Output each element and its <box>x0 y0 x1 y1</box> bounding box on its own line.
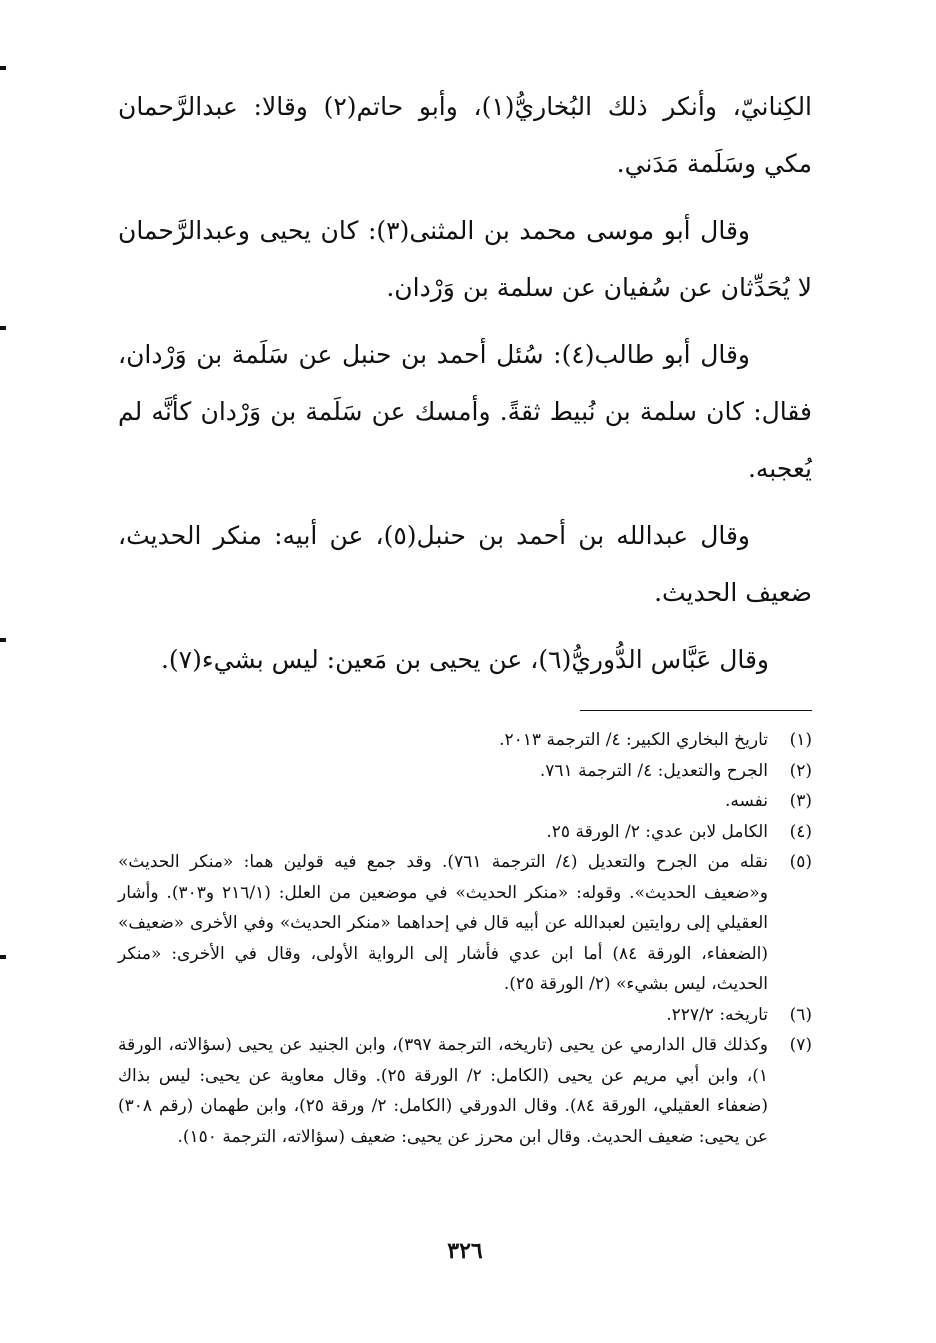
footnote-text: تاريخه: ٢٢٧/٢. <box>666 1004 768 1025</box>
footnote-text: الكامل لابن عدي: ٢/ الورقة ٢٥. <box>546 821 768 842</box>
footnote-number: (١) <box>789 730 812 750</box>
footnote-text: الجرح والتعديل: ٤/ الترجمة ٧٦١. <box>539 760 768 781</box>
scan-edge-mark <box>0 638 6 642</box>
footnote-number: (٢) <box>789 760 812 781</box>
paragraph-1: الكِنانيّ، وأنكر ذلك البُخاريُّ(١)، وأبو حاتم(٢) وقالا: عبدالرَّحمان مكي وسَلَمة مَدَني. <box>118 92 813 178</box>
footnote-2 <box>118 756 812 787</box>
footnote-text: وكذلك قال الدارمي عن يحيى (تاريخه، الترجمة ٣٩٧)، وابن الجنيد عن يحيى (سؤالاته، الورقة ١)، وابن أبي مريم عن يحيى (الكامل: ٢/ الورقة ٢٥). وقال معاوية عن يحيى: ليس بذاك (ضعفاء العقيلي، الورقة ٨٤). وقال الدورقي (الكامل: ٢/ ورقة ٢٥)، وابن طهمان (رقم ٣٠٨) عن يحيى: ضعيف الحديث. وقال ابن محرز عن يحيى: ضعيف (سؤالاته، الترجمة ١٥٠). <box>118 1035 769 1147</box>
footnote-4 <box>118 817 812 848</box>
footnote-number: (٧) <box>789 1035 812 1055</box>
footnote-text: نفسه. <box>724 791 768 811</box>
book-page <box>118 78 812 1278</box>
footnote-3 <box>118 786 812 817</box>
footnote-6 <box>118 1000 812 1031</box>
footnote-1 <box>118 725 812 756</box>
paragraph-5: وقال عَبَّاس الدُّوريُّ(٦)، عن يحيى بن مَعين: ليس بشيء(٧). <box>160 645 770 674</box>
footnote-number: (٥) <box>789 852 812 872</box>
page-number: ٣٢٦ <box>447 1238 483 1264</box>
footnote-5 <box>118 847 812 1000</box>
footnote-7 <box>118 1030 812 1152</box>
paragraph-2: وقال أبو موسى محمد بن المثنى(٣): كان يحيى وعبدالرَّحمان لا يُحَدِّثان عن سُفيان عن سلمة بن وَرْدان. <box>118 216 812 302</box>
footnote-divider <box>580 710 812 711</box>
paragraph-3: وقال أبو طالب(٤): سُئل أحمد بن حنبل عن سَلَمة بن وَرْدان، فقال: كان سلمة بن نُبيط ثقةً. وأمسك عن سَلَمة بن وَرْدان كأنَّه لم يُعجبه. <box>118 340 812 483</box>
footnotes <box>118 725 812 1152</box>
main-text <box>118 78 812 688</box>
scan-edge-mark <box>0 955 6 959</box>
paragraph-4: وقال عبدالله بن أحمد بن حنبل(٥)، عن أبيه: منكر الحديث، ضعيف الحديث. <box>118 521 812 607</box>
scan-edge-mark <box>0 66 6 70</box>
footnote-text: نقله من الجرح والتعديل (٤/ الترجمة ٧٦١). وقد جمع فيه قولين هما: «منكر الحديث» و«ضعيف الحديث». وقوله: «منكر الحديث» في موضعين من العلل: (٢١٦/١ و٣٠٣). وأشار العقيلي إلى روايتين لعبدالله عن أبيه قال في إحداهما «منكر الحديث» وفي الأخرى «ضعيف» (الضعفاء، الورقة ٨٤) أما ابن عدي فأشار إلى الرواية الأولى، وقال في الأخرى: «منكر الحديث، ليس بشيء» (٢/ الورقة ٢٥). <box>118 852 769 994</box>
footnote-number: (٦) <box>789 1004 812 1025</box>
footnote-number: (٣) <box>789 791 812 811</box>
footnote-number: (٤) <box>789 821 812 842</box>
scan-edge-mark <box>0 326 6 330</box>
footnote-text: تاريخ البخاري الكبير: ٤/ الترجمة ٢٠١٣. <box>499 730 768 750</box>
